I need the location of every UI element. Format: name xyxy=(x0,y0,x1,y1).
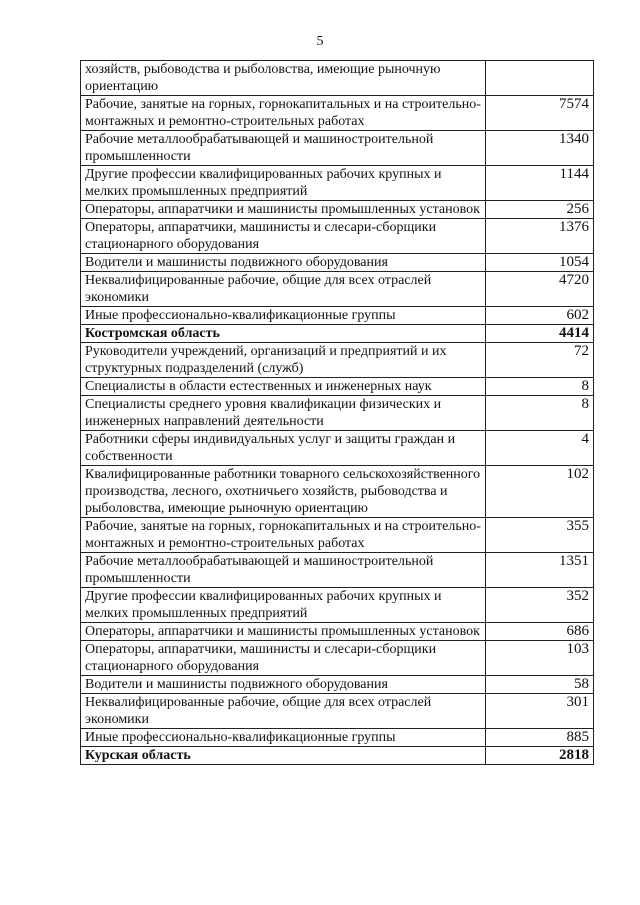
occupation-group-label: Операторы, аппаратчики, машинисты и слесари-сборщики стационарного оборудования xyxy=(81,641,486,676)
occupation-count: 1054 xyxy=(486,254,594,272)
occupation-group-label: Водители и машинисты подвижного оборудования xyxy=(81,676,486,694)
occupation-statistics-table xyxy=(80,60,594,765)
occupation-count: 72 xyxy=(486,343,594,378)
region-name: Курская область xyxy=(81,747,486,765)
occupation-count: 4720 xyxy=(486,272,594,307)
table-row xyxy=(81,96,594,131)
occupation-group-label: Неквалифицированные рабочие, общие для всех отраслей экономики xyxy=(81,272,486,307)
occupation-group-label: Рабочие, занятые на горных, горнокапитальных и на строительно-монтажных и ремонтно-строительных работах xyxy=(81,96,486,131)
table-row xyxy=(81,588,594,623)
table-row xyxy=(81,307,594,325)
table-row xyxy=(81,676,594,694)
page-number: 5 xyxy=(316,34,324,49)
occupation-count: 103 xyxy=(486,641,594,676)
occupation-count: 7574 xyxy=(486,96,594,131)
occupation-count: 8 xyxy=(486,378,594,396)
occupation-group-label: Операторы, аппаратчики, машинисты и слесари-сборщики стационарного оборудования xyxy=(81,219,486,254)
occupation-group-label: Иные профессионально-квалификационные группы xyxy=(81,307,486,325)
occupation-group-label: Операторы, аппаратчики и машинисты промышленных установок xyxy=(81,201,486,219)
occupation-group-label: Рабочие металлообрабатывающей и машиностроительной промышленности xyxy=(81,131,486,166)
occupation-group-label: хозяйств, рыбоводства и рыболовства, имеющие рыночную ориентацию xyxy=(81,61,486,96)
table-row xyxy=(81,431,594,466)
occupation-group-label: Рабочие, занятые на горных, горнокапитальных и на строительно-монтажных и ремонтно-строительных работах xyxy=(81,518,486,553)
table-row xyxy=(81,396,594,431)
occupation-group-label: Специалисты среднего уровня квалификации физических и инженерных направлений деятельности xyxy=(81,396,486,431)
table-row xyxy=(81,131,594,166)
region-total-row xyxy=(81,325,594,343)
table-row xyxy=(81,378,594,396)
occupation-count: 885 xyxy=(486,729,594,747)
occupation-group-label: Квалифицированные работники товарного сельскохозяйственного производства, лесного, охотничьего хозяйств, рыбоводства и рыболовства, имеющие рыночную ориентацию xyxy=(81,466,486,518)
table-row xyxy=(81,623,594,641)
region-name: Костромская область xyxy=(81,325,486,343)
occupation-count: 4 xyxy=(486,431,594,466)
occupation-count: 256 xyxy=(486,201,594,219)
occupation-count: 1144 xyxy=(486,166,594,201)
table-row xyxy=(81,61,594,96)
occupation-count: 8 xyxy=(486,396,594,431)
table-row xyxy=(81,254,594,272)
table-row xyxy=(81,201,594,219)
region-total-value: 2818 xyxy=(486,747,594,765)
table-row xyxy=(81,641,594,676)
occupation-count: 301 xyxy=(486,694,594,729)
occupation-group-label: Рабочие металлообрабатывающей и машиностроительной промышленности xyxy=(81,553,486,588)
table-row xyxy=(81,166,594,201)
occupation-group-label: Руководители учреждений, организаций и предприятий и их структурных подразделений (служб) xyxy=(81,343,486,378)
occupation-count: 352 xyxy=(486,588,594,623)
table-row xyxy=(81,343,594,378)
table-body xyxy=(81,61,594,765)
occupation-count: 58 xyxy=(486,676,594,694)
occupation-group-label: Операторы, аппаратчики и машинисты промышленных установок xyxy=(81,623,486,641)
table-row xyxy=(81,272,594,307)
occupation-count: 1376 xyxy=(486,219,594,254)
table-row xyxy=(81,518,594,553)
table-row xyxy=(81,466,594,518)
occupation-count: 686 xyxy=(486,623,594,641)
table-row xyxy=(81,553,594,588)
occupation-count: 355 xyxy=(486,518,594,553)
occupation-count: 602 xyxy=(486,307,594,325)
occupation-count: 1351 xyxy=(486,553,594,588)
occupation-group-label: Водители и машинисты подвижного оборудования xyxy=(81,254,486,272)
occupation-group-label: Другие профессии квалифицированных рабочих крупных и мелких промышленных предприятий xyxy=(81,588,486,623)
occupation-group-label: Другие профессии квалифицированных рабочих крупных и мелких промышленных предприятий xyxy=(81,166,486,201)
table-row xyxy=(81,219,594,254)
table-row xyxy=(81,694,594,729)
region-total-row xyxy=(81,747,594,765)
occupation-count: 1340 xyxy=(486,131,594,166)
occupation-count xyxy=(486,61,594,96)
occupation-group-label: Неквалифицированные рабочие, общие для всех отраслей экономики xyxy=(81,694,486,729)
occupation-count: 102 xyxy=(486,466,594,518)
region-total-value: 4414 xyxy=(486,325,594,343)
occupation-group-label: Специалисты в области естественных и инженерных наук xyxy=(81,378,486,396)
table-row xyxy=(81,729,594,747)
occupation-group-label: Работники сферы индивидуальных услуг и защиты граждан и собственности xyxy=(81,431,486,466)
occupation-group-label: Иные профессионально-квалификационные группы xyxy=(81,729,486,747)
